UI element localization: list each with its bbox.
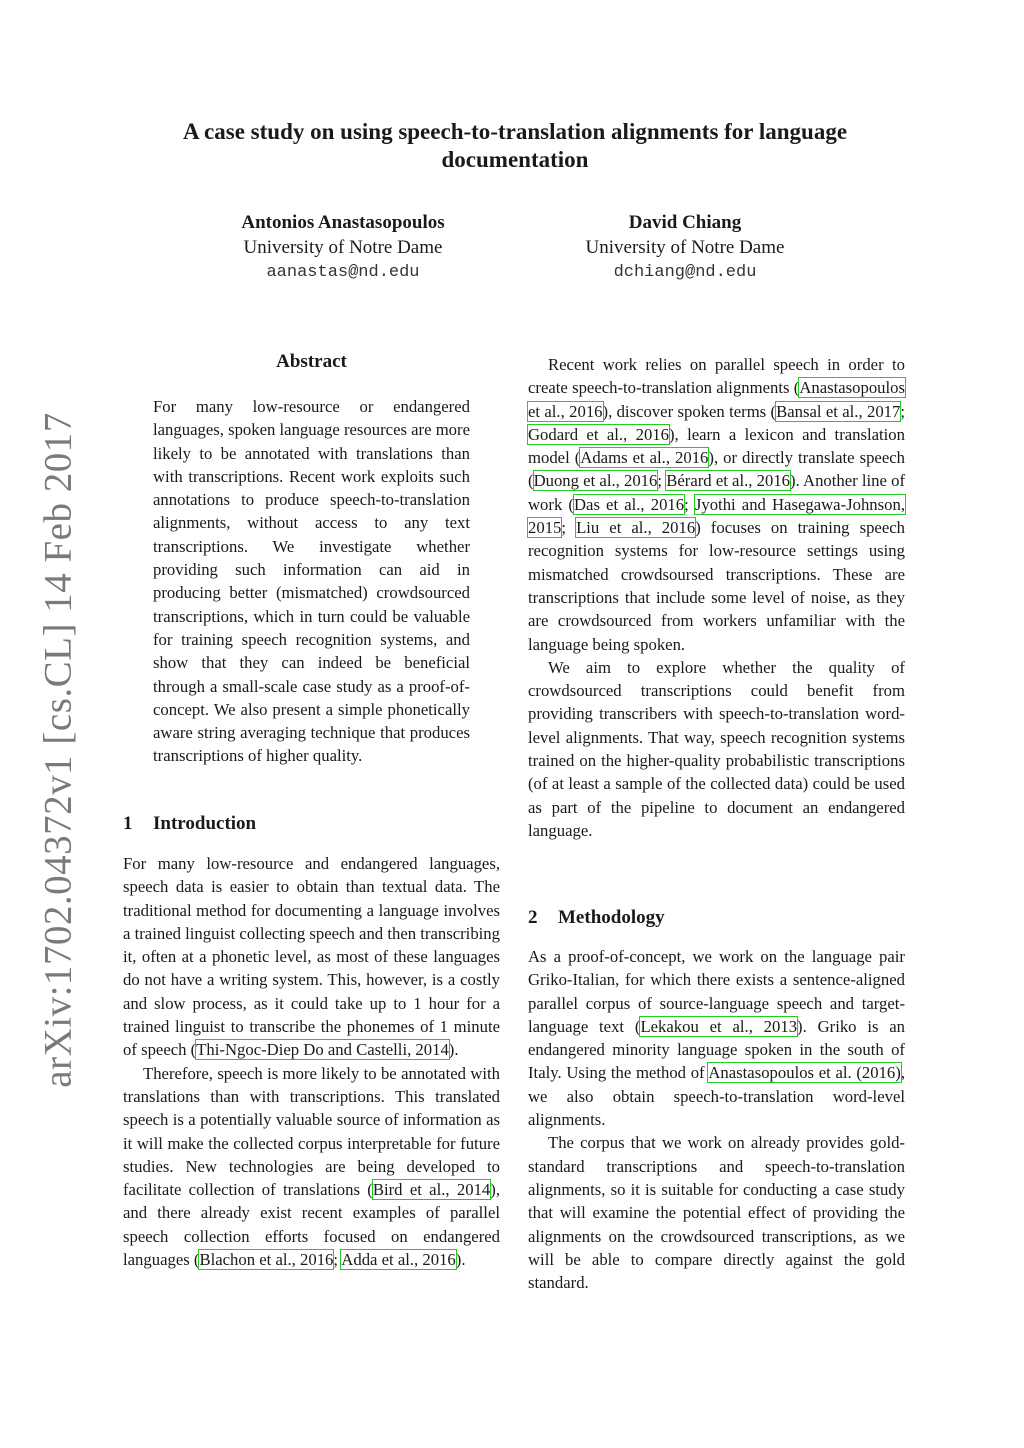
- author-name: Antonios Anastasopoulos: [241, 212, 445, 233]
- citation-link[interactable]: Lekakou et al., 2013: [640, 1016, 798, 1036]
- text-run: ).: [455, 1250, 466, 1270]
- paragraph: [528, 353, 905, 656]
- text-run: ). Another line of work (: [528, 471, 906, 514]
- citation-link[interactable]: Jyothi and Hasegawa-Johnson, 2015: [528, 494, 906, 538]
- text-run: ;: [561, 518, 577, 538]
- citation-link[interactable]: Anastasopoulos et al., 2016: [528, 378, 905, 421]
- author-affiliation: University of Notre Dame: [243, 237, 443, 258]
- paragraph: We aim to explore whether the quality of crowdsourced transcriptions could benefit from providing transcribers with speech-to-translation word-level alignments. That way, speech recognition systems trained on the higher-quality probabilistic transcriptions (of at least a sample of the collected data) could be used as part of the pipeline to document an endangered language.: [528, 657, 905, 840]
- citation-link[interactable]: Adda et al., 2016: [341, 1250, 456, 1270]
- section-number: 2: [528, 907, 538, 928]
- citation-link[interactable]: Liu et al., 2016: [576, 518, 696, 538]
- text-run: ), discover spoken terms (: [602, 401, 777, 421]
- citation-link[interactable]: Blachon et al., 2016: [199, 1250, 334, 1270]
- author-email[interactable]: dchiang@nd.edu: [613, 263, 757, 282]
- section-number: 1: [123, 813, 133, 834]
- paragraph: The corpus that we work on already provides gold-standard transcriptions and speech-to-translation alignments, so it is suitable for conducting a case study that will examine the potential effect of providing the alignments on the crowdsourced transcriptions, as we will be able to compare directly against the gold standard.: [528, 1133, 905, 1293]
- text-run: , we also obtain speech-to-translation word-level alignments.: [528, 1063, 905, 1130]
- citation-link[interactable]: Thi-Ngoc-Diep Do and Castelli, 2014: [196, 1040, 449, 1060]
- methodology-body: [528, 945, 905, 1294]
- text-run: Recent work relies on parallel speech in order to create speech-to-translation alignments (: [528, 355, 905, 398]
- citation-link[interactable]: Das et al., 2016: [573, 494, 685, 514]
- author-block: [535, 210, 835, 285]
- citation-link[interactable]: Bansal et al., 2017: [776, 401, 901, 421]
- citation-link[interactable]: Anastasopoulos et al. (2016): [708, 1063, 901, 1083]
- section-heading-methodology: [528, 907, 665, 929]
- introduction-body: [123, 852, 500, 1271]
- text-run: Therefore, speech is more likely to be annotated with translations than with transcriptions. This translated speech is a potentially valuable source of information as it will make the collected corpus interpretable for future studies. New technologies are being developed to facilitate collection of translations (: [123, 1063, 500, 1200]
- text-run: ). Griko is an endangered minority language spoken in the south of Italy. Using the method of: [528, 1016, 906, 1083]
- text-run: ), learn a lexicon and translation model (: [528, 424, 905, 468]
- author-name: David Chiang: [628, 212, 742, 233]
- abstract-text: For many low-resource or endangered languages, spoken language resources are more likely to be annotated with translations than with transcriptions. Recent work exploits such annotations to produce speech-to-translation alignments, without access to any text transcriptions. We investigate whether providing such information can aid in producing better (mismatched) crowdsourced transcriptions, which in turn could be valuable for training speech recognition systems, and show that they can indeed be beneficial through a small-scale case study as a proof-of-concept. We also present a simple phonetically aware string averaging technique that produces transcriptions of higher quality.: [153, 397, 470, 766]
- citation-link[interactable]: Godard et al., 2016: [528, 424, 669, 444]
- text-run: For many low-resource and endangered languages, speech data is easier to obtain than textual data. The traditional method for documenting a language involves a trained linguist collecting speech and then transcribing it, often at a phonetic level, as most of these languages do not have a writing system. This, however, is a costly and slow process, as it could take up to 1 hour for a trained linguist to transcribe the phonemes of 1 minute of speech (: [123, 854, 500, 1060]
- paragraph: [123, 1062, 500, 1272]
- author-email[interactable]: aanastas@nd.edu: [266, 263, 420, 282]
- citation-link[interactable]: Bird et al., 2014: [372, 1180, 491, 1200]
- section-title: Methodology: [558, 907, 665, 928]
- author-block: [193, 210, 493, 285]
- right-column-intro: [528, 353, 905, 842]
- citation-link[interactable]: Adams et al., 2016: [580, 448, 709, 468]
- paragraph: [528, 945, 905, 1131]
- text-run: ;: [333, 1250, 342, 1270]
- paragraph: [123, 852, 500, 1062]
- section-heading-introduction: [123, 813, 256, 835]
- paper-title: A case study on using speech-to-translation alignments for language documentation: [182, 119, 848, 172]
- text-run: ;: [657, 471, 667, 491]
- text-run: As a proof-of-concept, we work on the language pair Griko-Italian, for which there exists a sentence-aligned parallel corpus of source-language speech and target-language text (: [528, 947, 905, 1036]
- abstract-heading: Abstract: [276, 351, 347, 372]
- text-run: ), or directly translate speech (: [528, 448, 905, 491]
- citation-link[interactable]: Duong et al., 2016: [533, 471, 658, 491]
- text-run: ) focuses on training speech recognition systems for low-resource settings using mismatched crowdsoursed transcriptions. These are transcriptions that include some level of noise, as they are crowdsourced from workers unfamiliar with the language being spoken.: [528, 518, 905, 654]
- author-affiliation: University of Notre Dame: [585, 237, 785, 258]
- text-run: ).: [448, 1040, 459, 1060]
- text-run: ;: [684, 494, 695, 514]
- text-run: ), and there already exist recent examples of parallel speech collection efforts focused on endangered languages (: [123, 1180, 500, 1270]
- text-run: ;: [900, 401, 906, 421]
- section-title: Introduction: [153, 813, 257, 834]
- arxiv-stamp: arXiv:1702.04372v1 [cs.CL] 14 Feb 2017: [36, 412, 80, 1088]
- citation-link[interactable]: Bérard et al., 2016: [666, 471, 791, 491]
